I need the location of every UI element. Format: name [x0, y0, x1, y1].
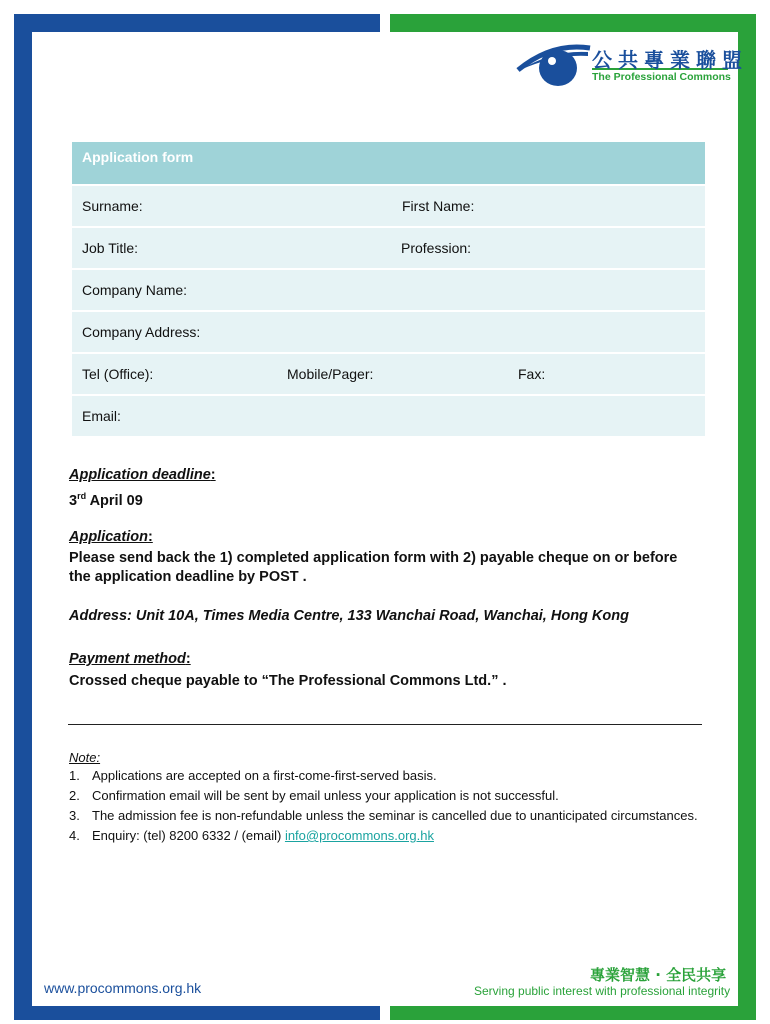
- deadline-day: 3: [69, 492, 78, 509]
- form-row-company-name: [72, 268, 705, 310]
- note-item: [69, 808, 709, 824]
- tel-office-label: Tel (Office):: [82, 366, 154, 382]
- first-name-label: First Name:: [402, 198, 475, 214]
- note-text: Confirmation email will be sent by email unless your application is not successful.: [92, 788, 559, 803]
- note-number: 3.: [69, 808, 80, 823]
- mobile-pager-label: Mobile/Pager:: [287, 366, 374, 382]
- note-item: [69, 788, 709, 804]
- fax-label: Fax:: [518, 366, 546, 382]
- frame-bar-green-bottom: [390, 1006, 756, 1020]
- note-number: 2.: [69, 788, 80, 803]
- note-item: [69, 768, 709, 784]
- application-title-text: Application: [69, 529, 148, 545]
- form-row-job: [72, 226, 705, 268]
- divider-line: [68, 724, 702, 725]
- company-address-label: Company Address:: [82, 324, 201, 340]
- surname-label: Surname:: [82, 198, 143, 214]
- deadline-date: [69, 487, 689, 511]
- frame-bar-green-right: [738, 14, 756, 1020]
- footer-slogan-en: Serving public interest with professional integrity: [474, 984, 731, 998]
- note-title: Note:: [69, 750, 101, 765]
- profession-label: Profession:: [401, 240, 472, 256]
- note-number: 4.: [69, 828, 80, 843]
- frame-bar-blue-bottom: [14, 1006, 380, 1020]
- frame-bar-blue-left: [14, 14, 32, 1018]
- frame-bar-green-top: [390, 14, 756, 32]
- form-row-name: [72, 184, 705, 226]
- email-label: Email:: [82, 408, 121, 424]
- payment-instructions: Crossed cheque payable to “The Professional Commons Ltd.” .: [69, 673, 507, 689]
- form-row-company-address: [72, 310, 705, 352]
- application-form-table: [72, 142, 705, 436]
- form-row-email: [72, 394, 705, 436]
- logo-name-zh: 公共專業聯盟: [592, 48, 748, 72]
- footer-website-url: www.procommons.org.hk: [44, 980, 202, 996]
- note-item: [69, 828, 709, 844]
- note-text: Enquiry: (tel) 8200 6332 / (email): [92, 828, 285, 843]
- company-name-label: Company Name:: [82, 282, 188, 298]
- logo-name-en: The Professional Commons: [592, 71, 731, 83]
- deadline-month-year: April 09: [86, 492, 143, 509]
- note-text: Applications are accepted on a first-come-first-served basis.: [92, 768, 437, 783]
- job-title-label: Job Title:: [82, 240, 139, 256]
- deadline-title-text: Application deadline: [69, 467, 211, 483]
- mailing-address: Address: Unit 10A, Times Media Centre, 133 Wanchai Road, Wanchai, Hong Kong: [69, 608, 629, 624]
- form-row-phone: [72, 352, 705, 394]
- enquiry-email-link[interactable]: info@procommons.org.hk: [284, 828, 434, 843]
- note-text: The admission fee is non-refundable unless the seminar is cancelled due to unanticipated circumstances.: [92, 808, 698, 823]
- note-number: 1.: [69, 768, 80, 783]
- application-title: Application:: [69, 529, 153, 545]
- notes-list: [69, 768, 709, 848]
- application-instructions: Please send back the 1) completed application form with 2) payable cheque on or before the application deadline by POST .: [69, 550, 678, 585]
- payment-title-text: Payment method: [69, 651, 186, 667]
- footer-slogan-zh: 專業智慧 · 全民共享: [590, 966, 727, 984]
- deadline-day-suffix: rd: [77, 491, 87, 501]
- payment-title: Payment method:: [69, 651, 191, 667]
- frame-bar-blue-top: [14, 14, 380, 32]
- form-header: Application form: [72, 142, 705, 184]
- deadline-title: Application deadline:: [69, 467, 216, 483]
